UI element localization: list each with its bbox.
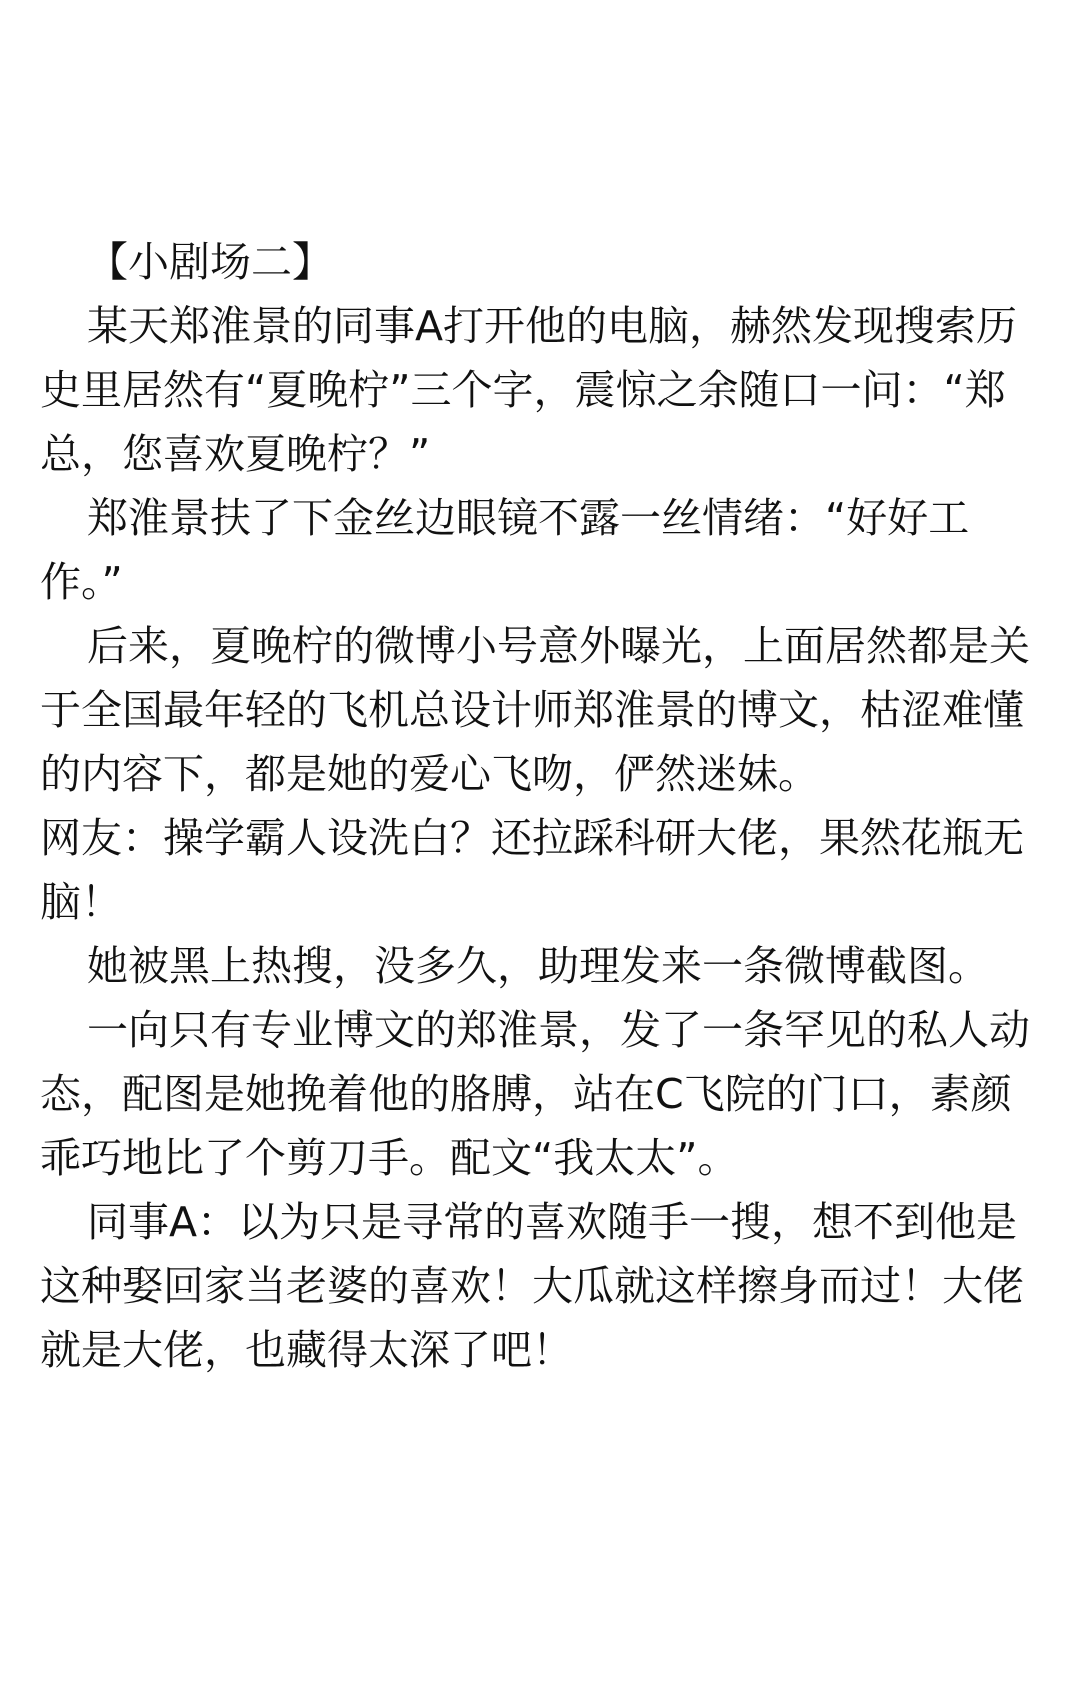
- paragraph-1: 某天郑淮景的同事A打开他的电脑，赫然发现搜索历史里居然有“夏晚柠”三个字，震惊之余随口一问：“郑总，您喜欢夏晚柠？”: [40, 302, 1018, 478]
- paragraph-5: 她被黑上热搜，没多久，助理发来一条微博截图。: [87, 942, 989, 990]
- paragraph-4: 网友：操学霸人设洗白？还拉踩科研大佬，果然花瓶无脑！: [40, 814, 1024, 926]
- paragraph-3: 后来，夏晚柠的微博小号意外曝光，上面居然都是关于全国最年轻的飞机总设计师郑淮景的博文，枯涩难懂的内容下，都是她的爱心飞吻，俨然迷妹。: [40, 622, 1030, 798]
- paragraph-6: 一向只有专业博文的郑淮景，发了一条罕见的私人动态，配图是她挽着他的胳膊，站在C飞院的门口，素颜乖巧地比了个剪刀手。配文“我太太”。: [40, 1006, 1030, 1182]
- paragraph-2: 郑淮景扶了下金丝边眼镜不露一丝情绪：“好好工作。”: [40, 494, 970, 606]
- section-title: 【小剧场二】: [87, 238, 333, 286]
- paragraph-7: 同事A：以为只是寻常的喜欢随手一搜，想不到他是这种娶回家当老婆的喜欢！大瓜就这样擦身而过！大佬就是大佬，也藏得太深了吧！: [40, 1198, 1024, 1374]
- story-text: [40, 230, 1040, 1382]
